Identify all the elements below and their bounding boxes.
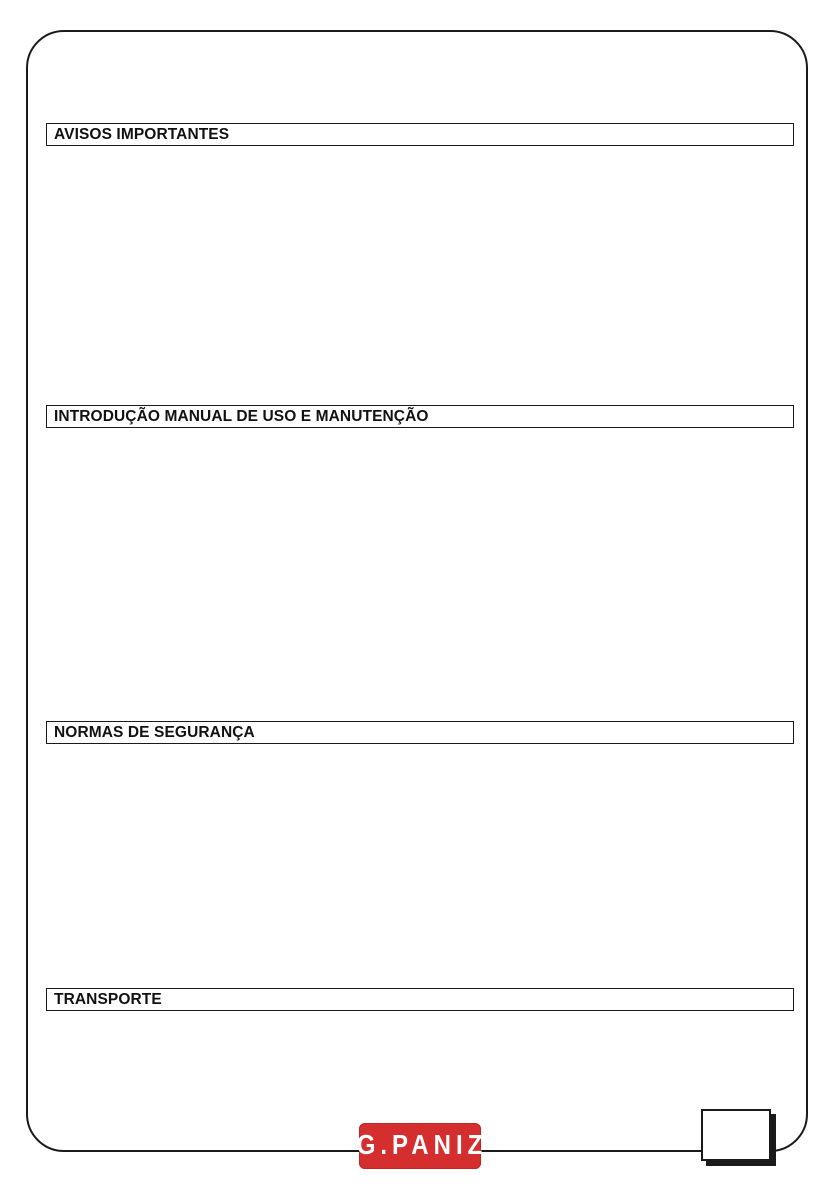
section-title: AVISOS IMPORTANTES xyxy=(54,125,230,143)
section-header-normas xyxy=(46,721,794,744)
page-frame xyxy=(26,30,808,1152)
page-number-box xyxy=(701,1109,771,1161)
section-header-transporte xyxy=(46,988,794,1011)
section-title: TRANSPORTE xyxy=(54,990,162,1008)
brand-logo-text: G.PANIZ xyxy=(356,1129,488,1161)
section-header-avisos xyxy=(46,123,794,146)
section-title: NORMAS DE SEGURANÇA xyxy=(54,723,255,741)
section-header-introducao xyxy=(46,405,794,428)
section-title: INTRODUÇÃO MANUAL DE USO E MANUTENÇÃO xyxy=(54,407,429,425)
brand-logo xyxy=(356,1123,488,1169)
